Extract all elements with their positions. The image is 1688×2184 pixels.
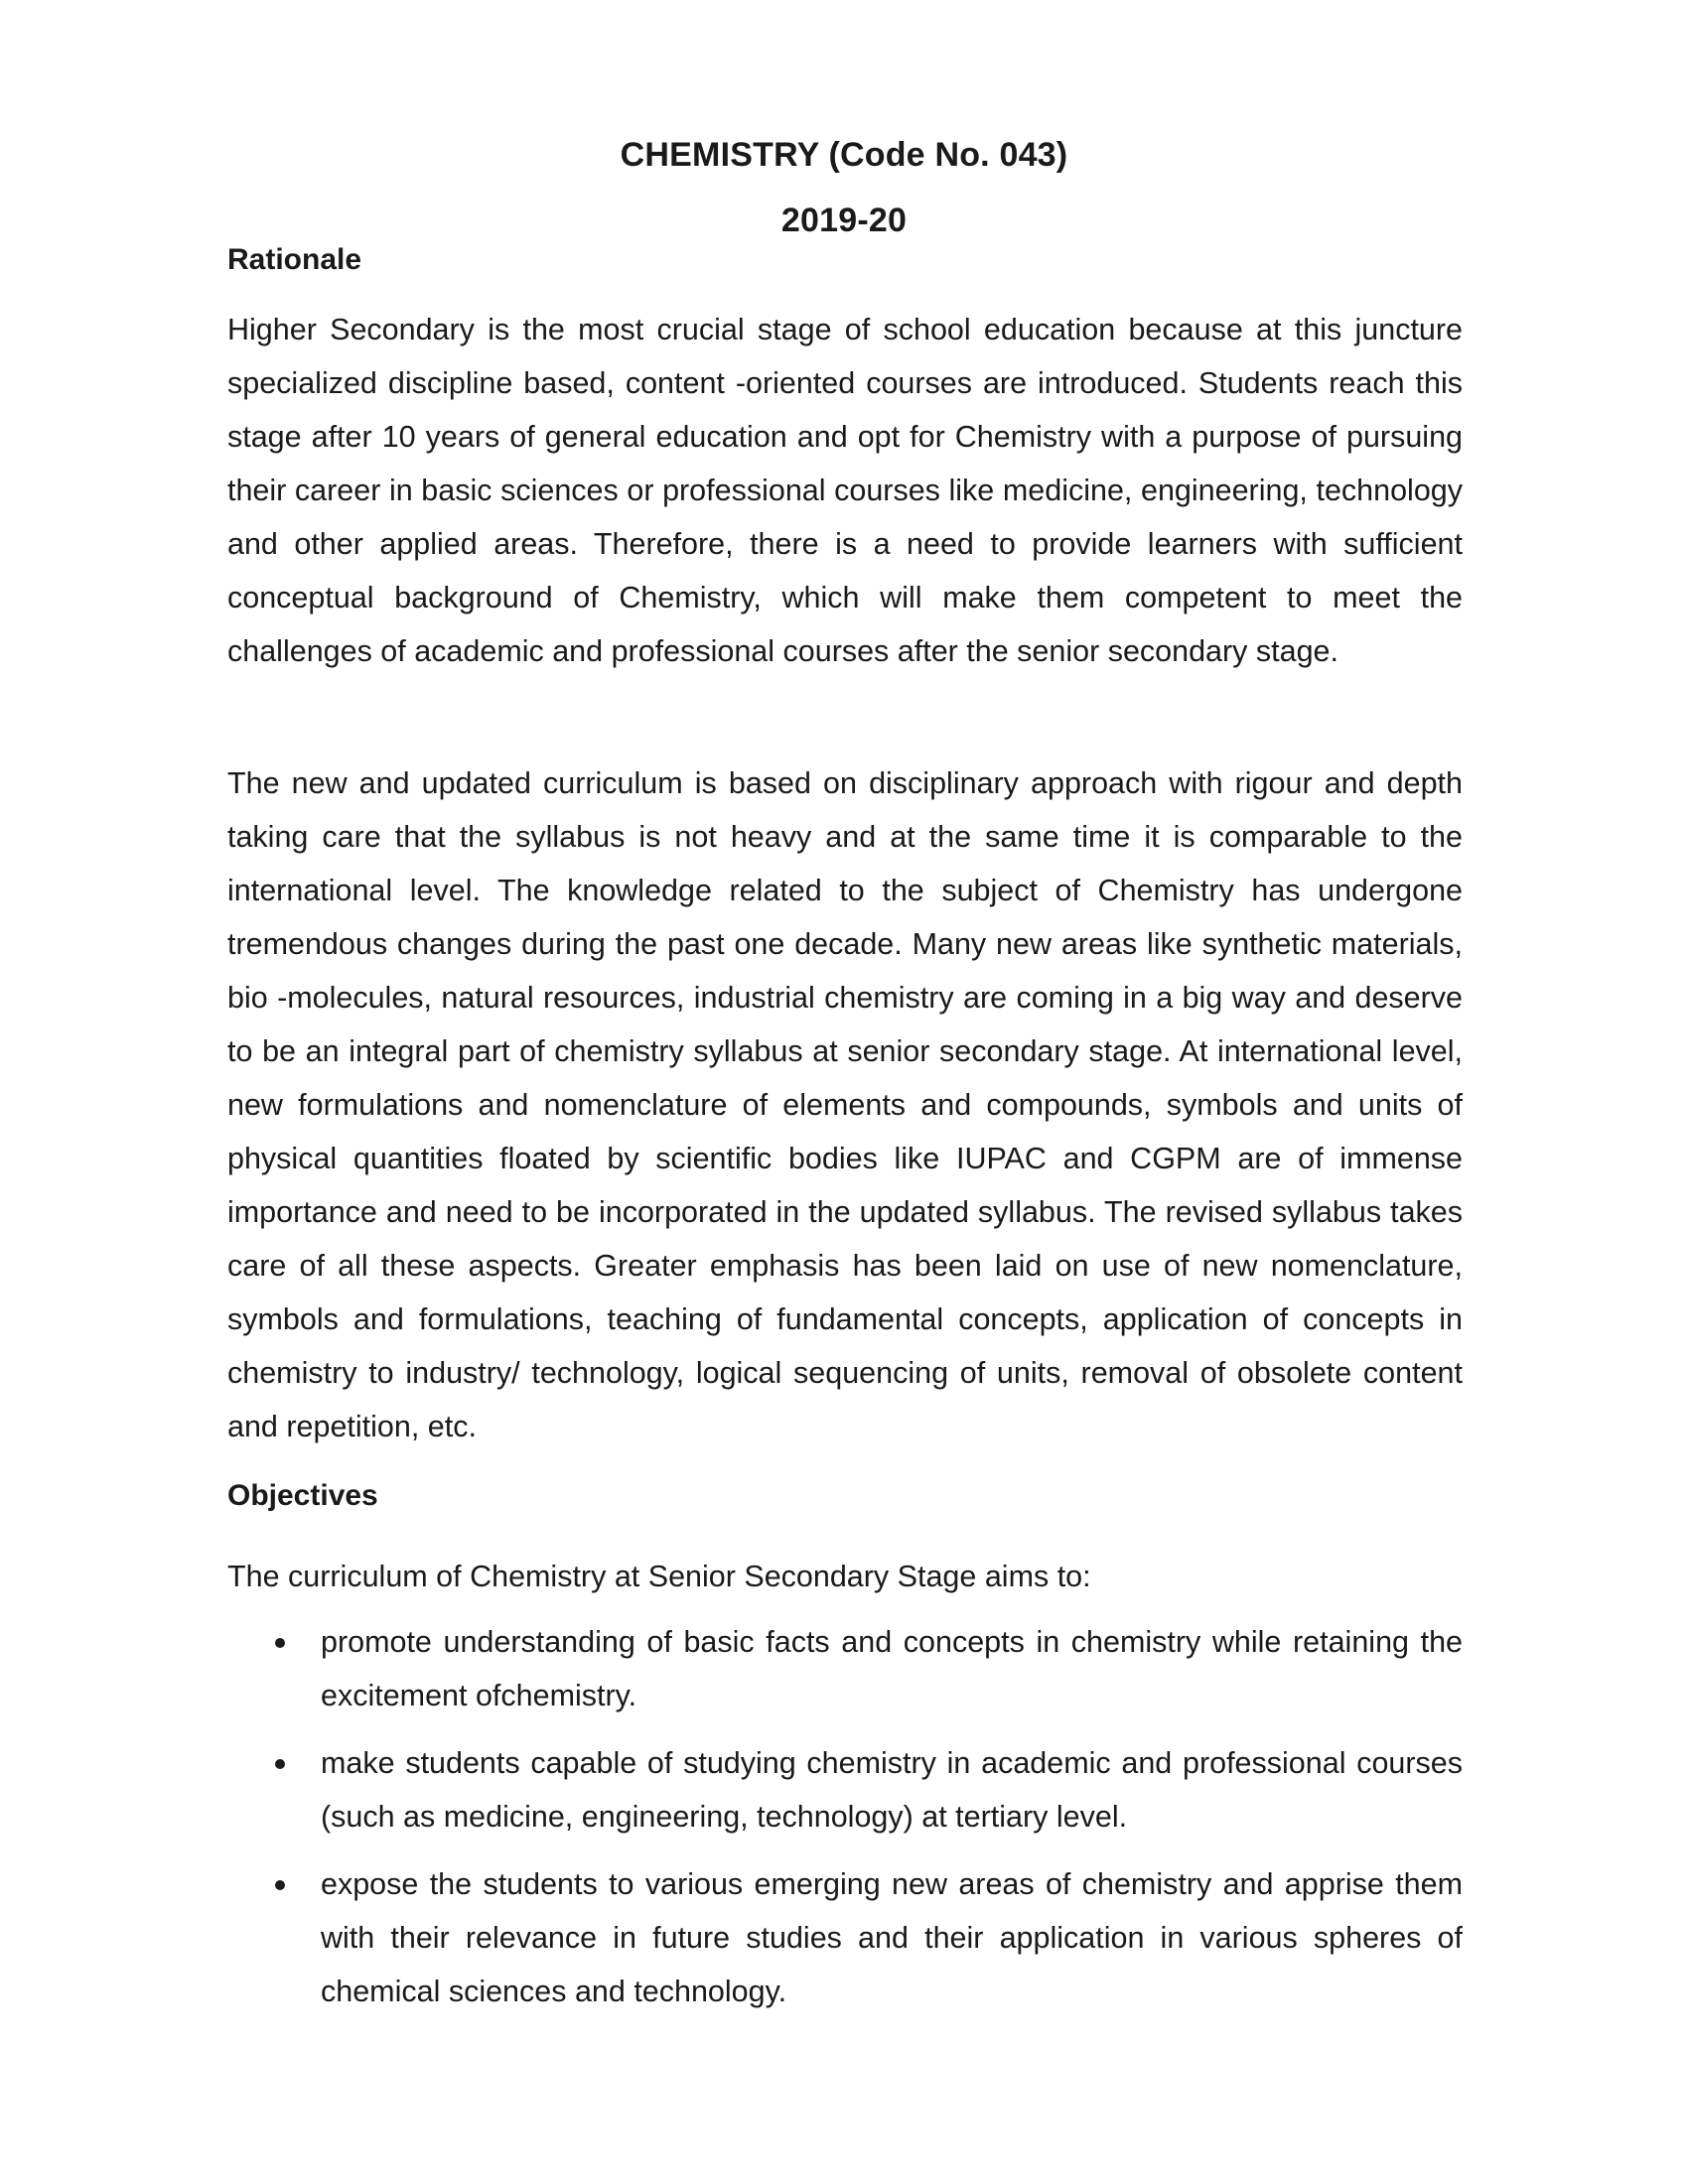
document-title: CHEMISTRY (Code No. 043)	[620, 136, 1068, 174]
section-heading-objectives: Objectives	[227, 1479, 378, 1512]
list-item	[227, 1857, 1463, 2018]
bullet-icon	[275, 1638, 285, 1648]
objective-text-1: promote understanding of basic facts and concepts in chemistry while retaining the excitement ofchemistry.	[321, 1625, 1463, 1712]
section-heading-rationale: Rationale	[227, 243, 362, 276]
bullet-icon	[275, 1759, 285, 1769]
objective-text-3: expose the students to various emerging new areas of chemistry and apprise them with their relevance in future studies and their application in various spheres of chemical sciences and technology.	[321, 1867, 1463, 2008]
objective-text-2: make students capable of studying chemistry in academic and professional courses (such as medicine, engineering, technology) at tertiary level.	[321, 1746, 1463, 1834]
list-item	[227, 1736, 1463, 1843]
objectives-intro: The curriculum of Chemistry at Senior Secondary Stage aims to:	[227, 1560, 1091, 1593]
document-year: 2019-20	[780, 202, 908, 239]
bullet-icon	[275, 1880, 285, 1890]
list-item	[227, 1615, 1463, 1722]
objectives-list	[227, 1615, 1463, 2032]
rationale-paragraph-2: The new and updated curriculum is based on disciplinary approach with rigour and depth taking care that the syllabus is not heavy and at the same time it is comparable to the international level. The knowledge related to the subject of Chemistry has undergone tremendous changes during the past one decade. Many new areas like synthetic materials, bio -molecules, natural resources, industrial chemistry are coming in a big way and deserve to be an integral part of chemistry syllabus at senior secondary stage. At international level, new formulations and nomenclature of elements and compounds, symbols and units of physical quantities floated by scientific bodies like IUPAC and CGPM are of immense importance and need to be incorporated in the updated syllabus. The revised syllabus takes care of all these aspects. Greater emphasis has been laid on use of new nomenclature, symbols and formulations, teaching of fundamental concepts, application of concepts in chemistry to industry/ technology, logical sequencing of units, removal of obsolete content and repetition, etc.	[227, 766, 1463, 1443]
rationale-paragraph-1: Higher Secondary is the most crucial stage of school education because at this juncture specialized discipline based, content -oriented courses are introduced. Students reach this stage after 10 years of general education and opt for Chemistry with a purpose of pursuing their career in basic sciences or professional courses like medicine, engineering, technology and other applied areas. Therefore, there is a need to provide learners with sufficient conceptual background of Chemistry, which will make them competent to meet the challenges of academic and professional courses after the senior secondary stage.	[227, 313, 1463, 668]
